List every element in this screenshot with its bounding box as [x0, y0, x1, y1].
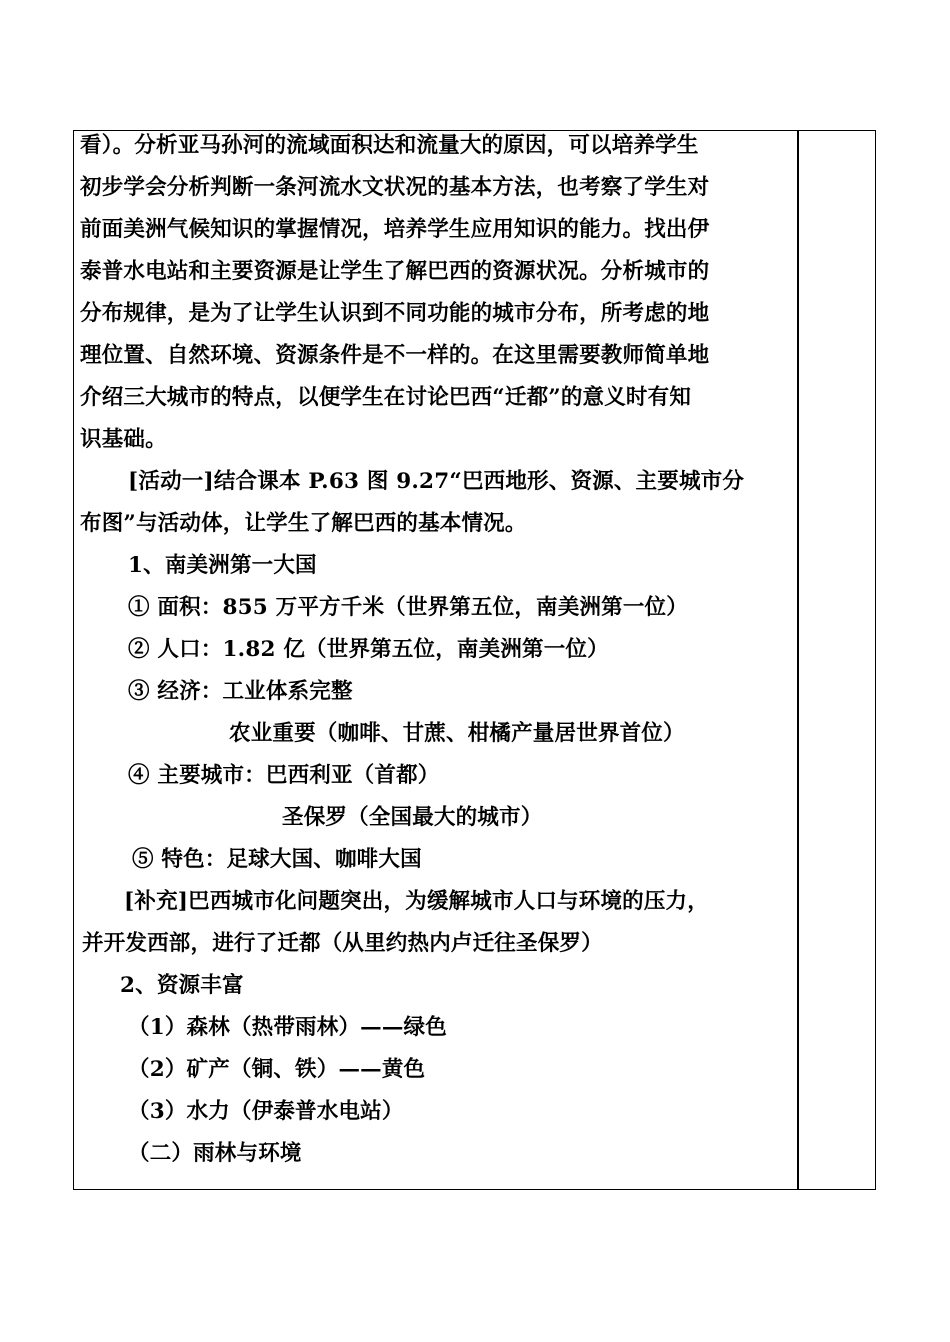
column-divider — [797, 131, 799, 1189]
section-heading: 2、资源丰富 — [120, 973, 244, 998]
supplement-paragraph: [补充]巴西城市化问题突出，为缓解城市人口与环境的压力， — [124, 889, 709, 914]
list-item-continuation: 农业重要（咖啡、甘蔗、柑橘产量居世界首位） — [229, 721, 685, 746]
lesson-table — [73, 130, 876, 1190]
activity-heading: [活动一]结合课本 P.63 图 9.27“巴西地形、资源、主要城市分 — [128, 469, 745, 494]
list-item: ⑤ 特色：足球大国、咖啡大国 — [132, 847, 422, 872]
text-line: 并开发西部，进行了迁都（从里约热内卢迁往圣保罗） — [82, 931, 603, 956]
content-cell — [74, 131, 796, 1189]
list-item: ② 人口：1.82 亿（世界第五位，南美洲第一位） — [128, 637, 609, 662]
list-item: （3）水力（伊泰普水电站） — [128, 1099, 404, 1124]
list-item: ③ 经济：工业体系完整 — [128, 679, 353, 704]
text-line: 布图”与活动体，让学生了解巴西的基本情况。 — [80, 511, 527, 536]
text-line: 前面美洲气候知识的掌握情况，培养学生应用知识的能力。找出伊 — [80, 217, 710, 242]
text-line: 分布规律，是为了让学生认识到不同功能的城市分布，所考虑的地 — [80, 301, 710, 326]
text-line: 看）。分析亚马孙河的流域面积达和流量大的原因，可以培养学生 — [80, 133, 699, 158]
text-line: 介绍三大城市的特点，以便学生在讨论巴西“迁都”的意义时有知 — [80, 385, 692, 410]
text-line: 初步学会分析判断一条河流水文状况的基本方法，也考察了学生对 — [80, 175, 710, 200]
list-item: ④ 主要城市：巴西利亚（首都） — [128, 763, 440, 788]
list-item: ① 面积：855 万平方千米（世界第五位，南美洲第一位） — [128, 595, 688, 620]
section-heading: （二）雨林与环境 — [128, 1141, 302, 1166]
list-item-continuation: 圣保罗（全国最大的城市） — [282, 805, 543, 830]
list-item: （2）矿产（铜、铁）——黄色 — [128, 1057, 426, 1082]
section-heading: 1、南美洲第一大国 — [128, 553, 317, 578]
text-line: 识基础。 — [80, 427, 167, 452]
list-item: （1）森林（热带雨林）——绿色 — [128, 1015, 447, 1040]
text-line: 理位置、自然环境、资源条件是不一样的。在这里需要教师简单地 — [80, 343, 710, 368]
text-line: 泰普水电站和主要资源是让学生了解巴西的资源状况。分析城市的 — [80, 259, 710, 284]
